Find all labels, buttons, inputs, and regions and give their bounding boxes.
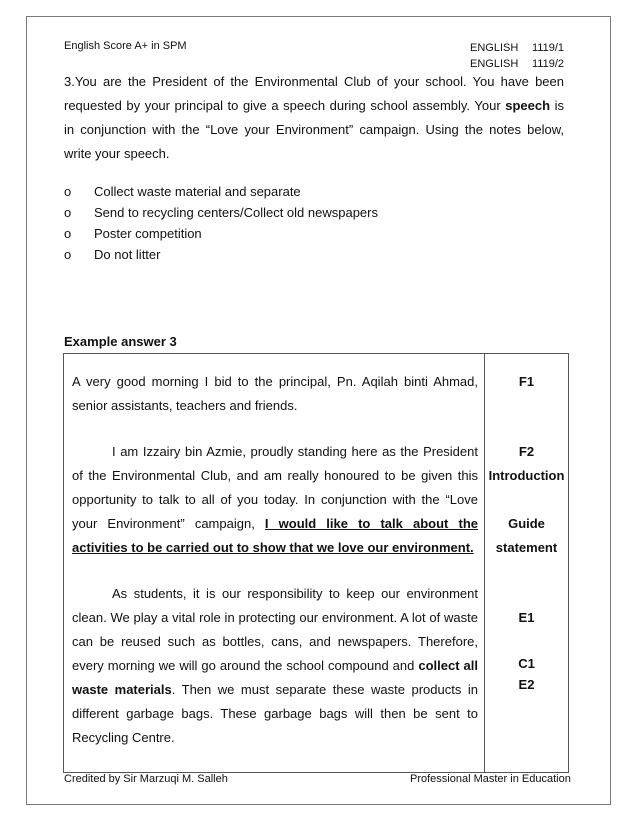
paper-subject: ENGLISH — [470, 42, 519, 54]
question-text-part: 3.You are the President of the Environmental Club of your school. You have been requested by your principal to give a speech during school assembly. Your — [64, 74, 564, 113]
answer-paragraph-elaboration — [72, 582, 478, 750]
answer-text-cell — [64, 354, 485, 773]
code-f2: F2 — [518, 444, 535, 459]
bullet-marker: o — [64, 184, 72, 199]
question-text-part: is in conjunction with the “Love your Environment” campaign. Using the notes below, write your speech. — [64, 98, 564, 161]
marking-code-cell — [485, 354, 569, 773]
footer-credit: Credited by Sir Marzuqi M. Salleh — [64, 773, 228, 785]
answer-text-part: As students, it is our responsibility to keep our environment clean. We play a vital role in protecting our environment. A lot of waste can be reused such as bottles, cans, and newspapers. Therefore, every morning we will go around the school compound and — [72, 586, 478, 673]
answer-table — [63, 353, 569, 773]
notes-list — [64, 181, 378, 265]
question-text — [64, 70, 564, 166]
list-item — [64, 181, 378, 202]
code-guide: Guide — [508, 516, 545, 531]
list-item — [64, 202, 378, 223]
answer-paragraph-greeting: A very good morning I bid to the principal, Pn. Aqilah binti Ahmad, senior assistants, teachers and friends. — [72, 374, 478, 413]
paper-subject: ENGLISH — [470, 58, 519, 70]
answer-text-part: I am Izzairy bin Azmie, proudly standing here as the President of the Environmental Club, and am really honoured to be given this opportunity to talk to all of you today. In conjunction with the “Love your Environment” campaign, — [72, 444, 478, 531]
code-c1: C1 — [518, 656, 535, 671]
code-e1: E1 — [518, 610, 535, 625]
list-item-text: Collect waste material and separate — [94, 184, 301, 199]
list-item — [64, 244, 378, 265]
paper-code: 1119/2 — [532, 58, 565, 70]
bullet-marker: o — [64, 205, 72, 220]
header-paper-row — [470, 40, 564, 56]
code-introduction: Introduction — [488, 468, 565, 483]
header-book-title: English Score A+ in SPM — [64, 40, 187, 52]
list-item-text: Send to recycling centers/Collect old newspapers — [94, 205, 378, 220]
list-item-text: Do not litter — [94, 247, 161, 262]
list-item — [64, 223, 378, 244]
question-bold-word: speech — [505, 98, 551, 113]
code-statement: statement — [495, 540, 558, 555]
footer-qualification: Professional Master in Education — [410, 773, 571, 785]
code-e2: E2 — [518, 677, 535, 692]
code-f1: F1 — [518, 374, 535, 389]
header-paper-codes — [470, 40, 564, 72]
answer-paragraph-introduction — [72, 440, 478, 560]
answer-guide-statement: I would like to talk about the activities to be carried out to show that we love our environment. — [72, 516, 478, 555]
table-row — [64, 354, 569, 773]
list-item-text: Poster competition — [94, 226, 202, 241]
bullet-marker: o — [64, 247, 72, 262]
answer-text-part: . Then we must separate these waste products in different garbage bags. These garbage bags will then be sent to Recycling Centre. — [72, 682, 478, 745]
answer-bold-phrase: collect all waste materials — [72, 658, 478, 697]
paper-code: 1119/1 — [532, 42, 565, 54]
example-title: Example answer 3 — [64, 334, 177, 349]
bullet-marker: o — [64, 226, 72, 241]
